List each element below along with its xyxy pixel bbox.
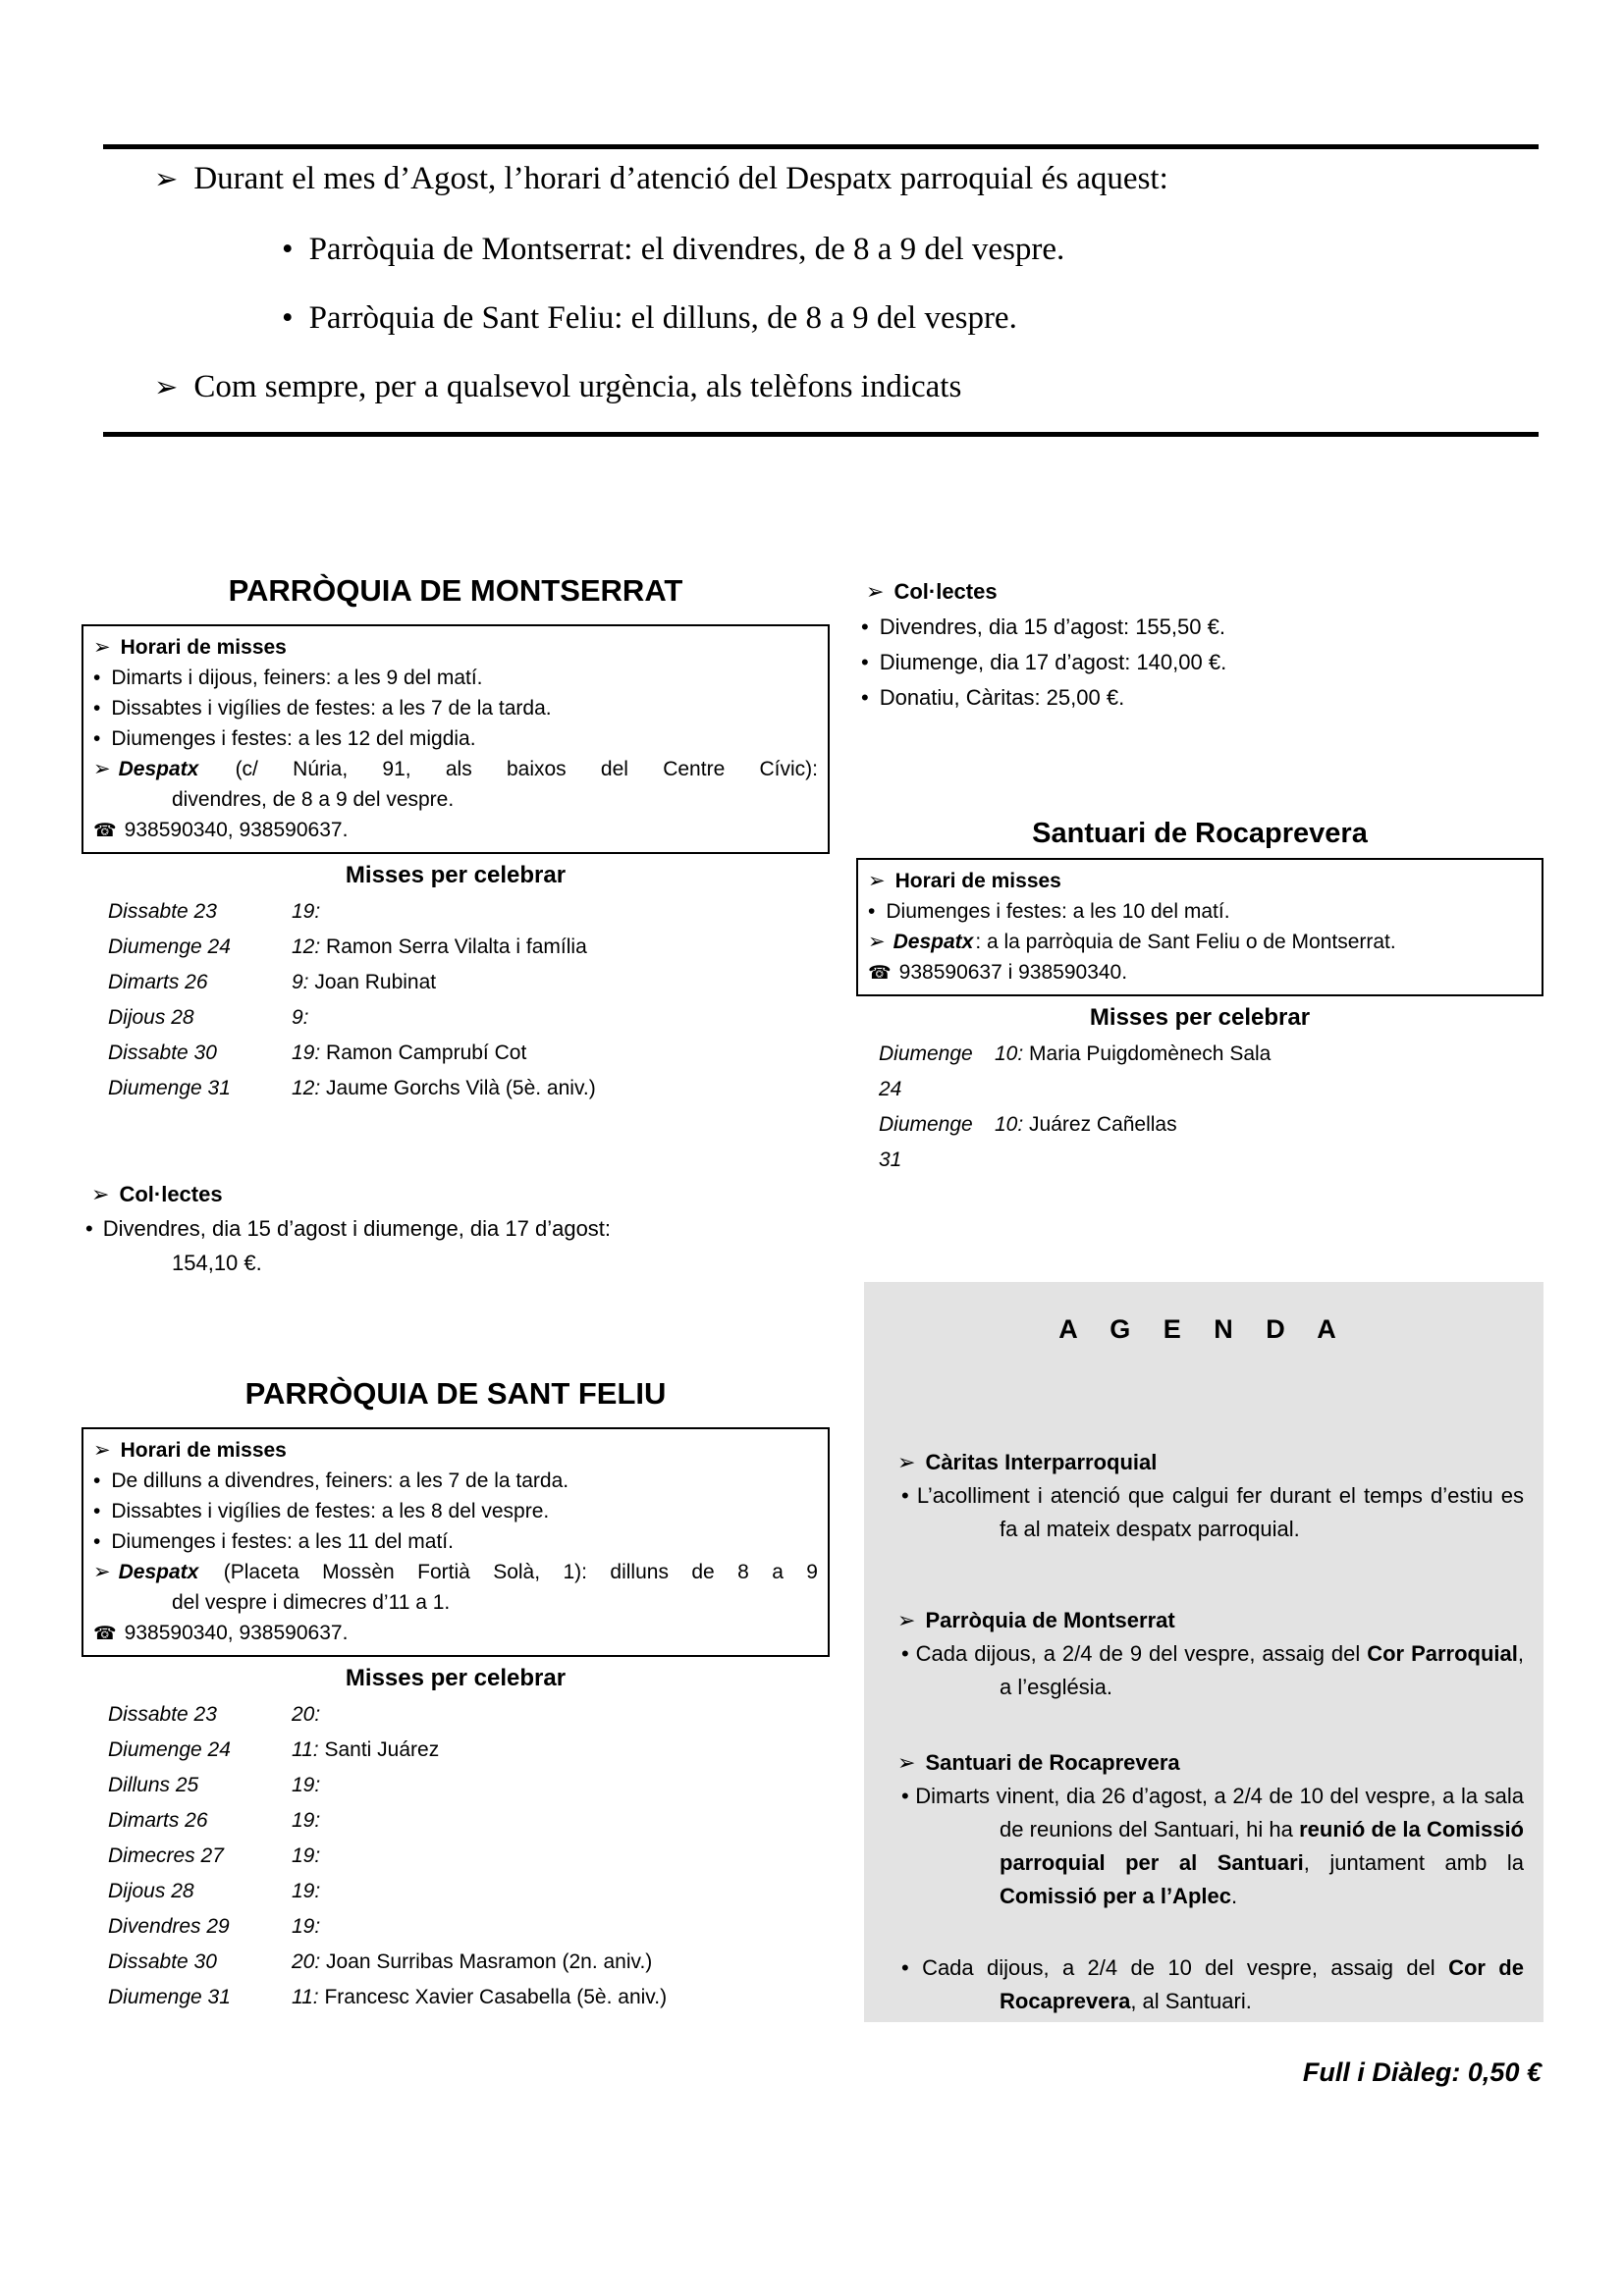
montserrat-section-title: PARRÒQUIA DE MONTSERRAT (228, 573, 683, 608)
mass-entry (995, 1107, 1177, 1178)
phone-numbers: 938590340, 938590637. (124, 1622, 349, 1644)
misses-title: Misses per celebrar (1089, 1004, 1311, 1031)
mass-time: 10: (995, 1113, 1024, 1136)
mass-entry (292, 1000, 309, 1036)
notice-bullet-text: Parròquia de Sant Feliu: el dilluns, de 8 a 9 del vespre. (308, 300, 1017, 336)
mass-row (81, 1733, 830, 1768)
mass-entry (292, 1697, 320, 1733)
arrowhead-icon: ➢ (866, 579, 885, 604)
mass-time: 9: (292, 971, 309, 993)
bold-text: reunió de la Comissió parroquial per al Santuari (1000, 1817, 1524, 1875)
bullet-item (93, 723, 818, 754)
bold-text: Comissió per a l’Aplec (1000, 1884, 1231, 1908)
despatx-label: Despatx (118, 1561, 199, 1583)
despatx-line (93, 754, 818, 815)
agenda-bullet: • L’acolliment i atenció que calgui fer durant el temps d’estiu es fa al mateix despatx parroquial. (901, 1483, 1524, 1541)
left-column (81, 567, 830, 2015)
phone-icon: ☎ (93, 821, 117, 841)
bullet-text: Dimarts i dijous, feiners: a les 9 del matí. (111, 667, 483, 689)
despatx-line-1 (868, 927, 1532, 957)
horari-items (93, 1466, 818, 1557)
mass-time: 20: (292, 1703, 321, 1726)
mass-time: 19: (292, 900, 321, 923)
top-divider-rule (103, 144, 1539, 149)
notice-line-text: Com sempre, per a qualsevol urgència, als telèfons indicats (193, 369, 962, 404)
bullet-text: De dilluns a divendres, feiners: a les 7 de la tarda. (111, 1469, 569, 1492)
mass-time: 19: (292, 1880, 321, 1902)
mass-row (81, 1980, 830, 2015)
notice-bullet-sant-feliu (103, 296, 1576, 340)
mass-row (81, 1036, 830, 1071)
bullet-icon: • (85, 1216, 93, 1241)
bullet-text: Donatiu, Càritas: 25,00 €. (879, 685, 1125, 710)
bullet-text: Diumenges i festes: a les 10 del matí. (886, 900, 1230, 923)
arrowhead-icon: ➢ (897, 1450, 916, 1474)
sant-feliu-misses-list (81, 1697, 830, 2015)
mass-time: 11: (292, 1986, 319, 2008)
collectes-heading (81, 1177, 830, 1211)
mass-day: Dimarts 26 (108, 971, 208, 993)
horari-heading-text: Horari de misses (120, 636, 287, 659)
agenda-bullet: • Cada dijous, a 2/4 de 9 del vespre, assaig del Cor Parroquial, a l’església. (901, 1641, 1524, 1699)
right-column (856, 567, 1543, 2022)
mass-row (81, 930, 830, 965)
mass-entry (292, 1071, 596, 1106)
notice-bullet-montserrat (103, 228, 1576, 271)
bullet-text: Dissabtes i vigílies de festes: a les 7 de la tarda. (111, 697, 552, 720)
mass-row (81, 894, 830, 930)
bullet-item (856, 610, 1543, 645)
agenda-title: A G E N D A (1058, 1314, 1349, 1344)
mass-time: 19: (292, 1915, 321, 1938)
arrowhead-icon: ➢ (91, 1182, 110, 1206)
bullet-icon: • (93, 1469, 101, 1492)
mass-time: 10: (995, 1042, 1024, 1065)
despatx-label: Despatx (118, 758, 199, 780)
horari-heading (868, 866, 1532, 896)
notice-line-text: Durant el mes d’Agost, l’horari d’atenció del Despatx parroquial és aquest: (193, 161, 1168, 196)
mass-day: Dissabte 23 (108, 900, 217, 923)
agenda-section-heading (884, 1604, 1524, 1637)
arrowhead-icon: ➢ (93, 1561, 111, 1583)
agenda-bullet: • Dimarts vinent, dia 26 d’agost, a 2/4 de 10 del vespre, a la sala de reunions del Santuari, hi ha reunió de la Comissió parroquial per al Santuari, juntament amb la Comissió per a l’Aplec. (901, 1784, 1525, 1908)
mass-row (81, 1071, 830, 1106)
notice-line-august-hours (103, 157, 1576, 201)
collectes-heading (856, 574, 1543, 610)
bullet-icon: • (861, 650, 869, 674)
mass-time: 9: (292, 1006, 309, 1029)
bullet-text: Diumenges i festes: a les 11 del matí. (111, 1530, 454, 1553)
mass-day: Dilluns 25 (108, 1774, 199, 1796)
mass-day: Diumenge 24 (108, 1738, 231, 1761)
arrowhead-icon: ➢ (154, 164, 179, 195)
misses-title: Misses per celebrar (345, 1665, 567, 1691)
mass-name: Joan Surribas Masramon (2n. aniv.) (320, 1950, 653, 1973)
agenda-section (884, 1446, 1524, 1546)
mass-day: Dimarts 26 (108, 1809, 208, 1832)
mass-time: 20: (292, 1950, 321, 1973)
despatx-line-2: del vespre i dimecres d’11 a 1. (172, 1591, 451, 1614)
mass-entry (292, 930, 587, 965)
bullet-icon: • (93, 697, 101, 720)
rocaprevera-misses-list (856, 1037, 1543, 1178)
despatx-text: (Placeta Mossèn Fortià Solà, 1): dilluns de 8 a 9 (200, 1561, 818, 1583)
bullet-item (856, 680, 1543, 716)
collectes-line (81, 1211, 830, 1246)
mass-day: Dijous 28 (108, 1006, 194, 1029)
mass-entry (292, 1803, 320, 1839)
bullet-icon: • (861, 614, 869, 639)
rocaprevera-section-title: Santuari de Rocaprevera (1032, 818, 1368, 849)
phone-line (93, 1618, 818, 1649)
mass-name: Jaume Gorchs Vilà (5è. aniv.) (320, 1077, 596, 1099)
mass-name: Ramon Camprubí Cot (320, 1041, 527, 1064)
bold-text: Cor Parroquial (1367, 1641, 1518, 1666)
agenda-section (884, 1604, 1524, 1704)
footer-price-label: Full i Diàleg: 0,50 € (1302, 2057, 1542, 2087)
sant-feliu-schedule-box (81, 1427, 830, 1657)
mass-entry (292, 894, 320, 930)
mass-row (81, 1839, 830, 1874)
arrowhead-icon: ➢ (93, 758, 111, 780)
phone-numbers: 938590637 i 938590340. (898, 961, 1128, 984)
phone-icon: ☎ (868, 963, 892, 984)
agenda-section-heading (884, 1746, 1524, 1780)
mass-row (856, 1037, 1543, 1107)
bullet-text: Diumenges i festes: a les 12 del migdia. (111, 727, 476, 750)
mass-day: Dijous 28 (108, 1880, 194, 1902)
rocaprevera-schedule-box (856, 858, 1543, 996)
mass-day: Divendres 29 (108, 1915, 230, 1938)
mass-entry (995, 1037, 1271, 1107)
bullet-icon: • (868, 900, 876, 923)
mass-day: Dissabte 30 (108, 1950, 217, 1973)
agenda-sections (884, 1446, 1524, 2018)
mass-row (81, 1697, 830, 1733)
collectes-text: Divendres, dia 15 d’agost i diumenge, dia 17 d’agost: (102, 1216, 612, 1241)
horari-heading (93, 632, 818, 663)
phone-line (868, 957, 1532, 988)
mass-name: Maria Puigdomènech Sala (1023, 1042, 1272, 1065)
mass-entry (292, 965, 436, 1000)
mass-time: 19: (292, 1041, 321, 1064)
collectes-heading-text: Col·lectes (893, 579, 998, 604)
agenda-bullet: • Cada dijous, a 2/4 de 10 del vespre, assaig del Cor de Rocaprevera, al Santuari. (901, 1955, 1524, 2013)
mass-time: 11: (292, 1738, 319, 1761)
horari-items (868, 896, 1532, 927)
notice-line-urgencies (103, 365, 1576, 409)
mass-day: Dimecres 27 (108, 1844, 224, 1867)
bullet-icon: • (93, 1530, 101, 1553)
despatx-line-2: divendres, de 8 a 9 del vespre. (172, 788, 455, 811)
bullet-text: Divendres, dia 15 d’agost: 155,50 €. (879, 614, 1225, 639)
mass-entry (292, 1945, 652, 1980)
mass-day: Diumenge 31 (108, 1986, 231, 2008)
bullet-item (93, 1466, 818, 1496)
mass-day: Dissabte 23 (108, 1703, 217, 1726)
bullet-item (93, 1526, 818, 1557)
mass-entry (292, 1733, 439, 1768)
mass-day: Diumenge 24 (879, 1042, 973, 1100)
despatx-label: Despatx (893, 931, 974, 953)
mass-row (81, 1803, 830, 1839)
sant-feliu-section-title: PARRÒQUIA DE SANT FELIU (244, 1376, 667, 1411)
agenda-section-title: Parròquia de Montserrat (925, 1608, 1175, 1632)
agenda-section-title: Santuari de Rocaprevera (925, 1750, 1180, 1775)
despatx-line (868, 927, 1532, 957)
montserrat-schedule-box (81, 624, 830, 854)
mass-name: Santi Juárez (318, 1738, 440, 1761)
mass-time: 19: (292, 1844, 321, 1867)
mass-time: 12: (292, 935, 321, 958)
mass-day: Diumenge 31 (879, 1113, 973, 1171)
despatx-text: : a la parròquia de Sant Feliu o de Montserrat. (975, 931, 1396, 953)
bullet-item (868, 896, 1532, 927)
montserrat-collectes (81, 1177, 830, 1280)
phone-numbers: 938590340, 938590637. (124, 819, 349, 841)
mass-entry (292, 1839, 320, 1874)
mass-row (856, 1107, 1543, 1178)
mass-time: 19: (292, 1774, 321, 1796)
horari-items (93, 663, 818, 754)
mass-name: Francesc Xavier Casabella (5è. aniv.) (318, 1986, 668, 2008)
arrowhead-icon: ➢ (93, 636, 111, 659)
misses-title: Misses per celebrar (345, 862, 567, 888)
despatx-line (93, 1557, 818, 1618)
bullet-item (93, 1496, 818, 1526)
mass-row (81, 965, 830, 1000)
mass-entry (292, 1909, 320, 1945)
montserrat-misses-list (81, 894, 830, 1106)
mass-name: Juárez Cañellas (1023, 1113, 1177, 1136)
bullet-item (93, 693, 818, 723)
mass-day: Diumenge 31 (108, 1077, 231, 1099)
phone-icon: ☎ (93, 1624, 117, 1644)
bullet-item (856, 645, 1543, 680)
bullet-icon: • (861, 685, 869, 710)
agenda-section (884, 1746, 1524, 2018)
mass-row (81, 1945, 830, 1980)
mass-entry (292, 1874, 320, 1909)
mass-day: Diumenge 24 (108, 935, 231, 958)
mass-entry (292, 1036, 526, 1071)
phone-line (93, 815, 818, 846)
horari-heading (93, 1435, 818, 1466)
mass-entry (292, 1768, 320, 1803)
mass-day: Dissabte 30 (108, 1041, 217, 1064)
bullet-text: Dissabtes i vigílies de festes: a les 8 del vespre. (111, 1500, 550, 1522)
despatx-text: (c/ Núria, 91, als baixos del Centre Cívic): (200, 758, 818, 780)
horari-heading-text: Horari de misses (894, 870, 1061, 892)
collectes-heading-text: Col·lectes (119, 1182, 223, 1206)
arrowhead-icon: ➢ (897, 1750, 916, 1775)
horari-heading-text: Horari de misses (120, 1439, 287, 1462)
agenda-box (864, 1282, 1543, 2022)
bullet-icon: • (93, 727, 101, 750)
mass-name: Ramon Serra Vilalta i família (320, 935, 587, 958)
arrowhead-icon: ➢ (868, 870, 886, 892)
arrowhead-icon: ➢ (868, 931, 886, 953)
collectes-amount: 154,10 €. (172, 1251, 262, 1275)
arrowhead-icon: ➢ (897, 1608, 916, 1632)
bottom-divider-rule (103, 432, 1539, 437)
agenda-section-heading (884, 1446, 1524, 1479)
parish-collectes (856, 574, 1543, 716)
bullet-item (93, 663, 818, 693)
bullet-icon: • (93, 667, 101, 689)
arrowhead-icon: ➢ (93, 1439, 111, 1462)
bullet-icon: • (282, 300, 294, 336)
mass-row (81, 1000, 830, 1036)
mass-row (81, 1874, 830, 1909)
despatx-line-1 (93, 1557, 818, 1587)
bullet-icon: • (93, 1500, 101, 1522)
collectes-items (856, 610, 1543, 716)
bullet-text: Diumenge, dia 17 d’agost: 140,00 €. (879, 650, 1227, 674)
mass-row (81, 1909, 830, 1945)
agenda-section-title: Càritas Interparroquial (925, 1450, 1158, 1474)
bold-text: Cor de Rocaprevera (1000, 1955, 1524, 2013)
arrowhead-icon: ➢ (154, 372, 179, 403)
despatx-line-1 (93, 754, 818, 784)
mass-time: 19: (292, 1809, 321, 1832)
notice-bullet-text: Parròquia de Montserrat: el divendres, de 8 a 9 del vespre. (308, 232, 1065, 267)
mass-entry (292, 1980, 667, 2015)
mass-row (81, 1768, 830, 1803)
mass-time: 12: (292, 1077, 321, 1099)
bullet-icon: • (282, 232, 294, 267)
mass-name: Joan Rubinat (308, 971, 437, 993)
